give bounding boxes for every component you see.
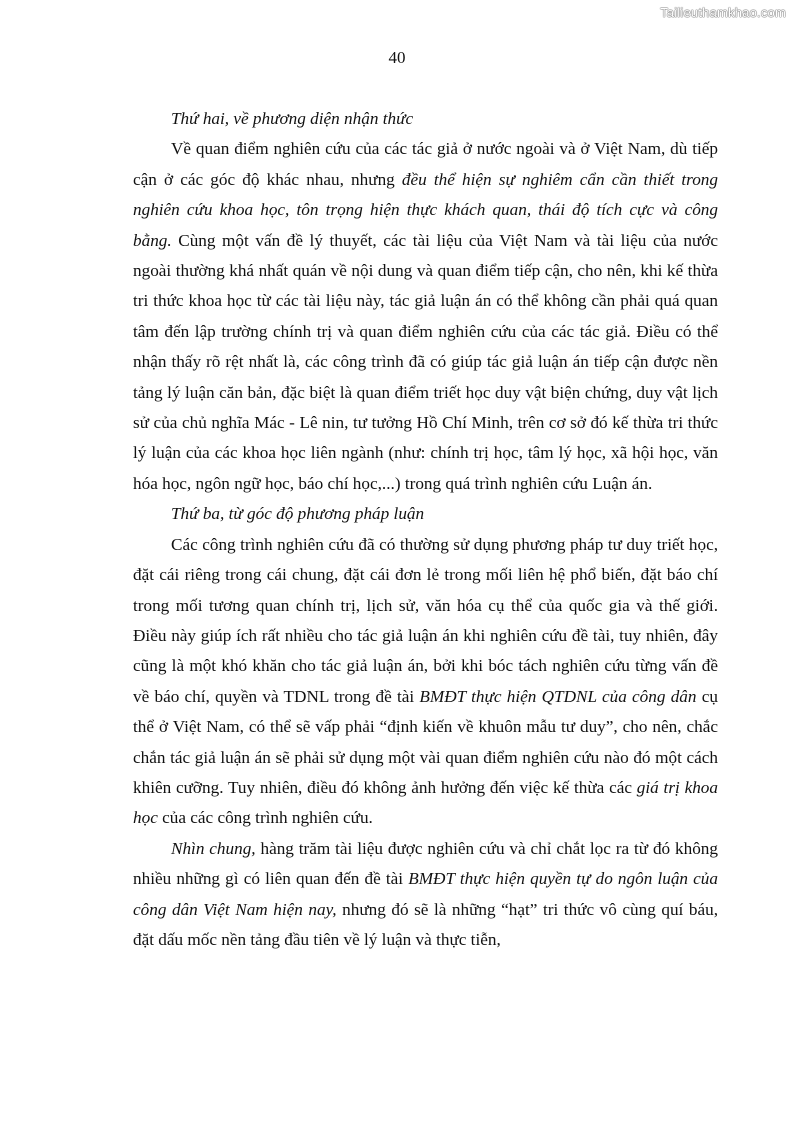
section-heading-awareness: Thứ hai, về phương diện nhận thức (171, 109, 414, 128)
paragraph-methodology (133, 530, 718, 834)
section-heading-methodology: Thứ ba, từ góc độ phương pháp luận (171, 504, 425, 524)
italic-topic-title: BMĐT thực hiện QTDNL của công dân (419, 686, 697, 706)
italic-emphasis: đều thể hiện sự nghiêm cẩn cần thiết trong nghiên cứu khoa học, tôn trọng hiện thực khách quan, thái độ tích cực và công bằng. (133, 169, 718, 250)
paragraph-summary (133, 834, 718, 956)
text-run: cụ thể ở Việt Nam, có thể sẽ vấp phải “định kiến về khuôn mẫu tư duy”, cho nên, chắc chắn tác giả luận án sẽ phải sử dụng một vài quan điểm nghiên cứu nào đó một cách khiên cưỡng. Tuy nhiên, điều đó không ảnh hưởng đến việc kế thừa các (133, 686, 718, 797)
page-body (133, 104, 718, 955)
text-run: Các công trình nghiên cứu đã có thường sử dụng phương pháp tư duy triết học, đặt cái riêng trong cái chung, đặt cái đơn lẻ trong mối liên hệ phổ biến, đặt báo chí trong mối tương quan chính trị, lịch sử, văn hóa cụ thể của quốc gia và thế giới. Điều này giúp ích rất nhiều cho tác giả luận án khi nghiên cứu đề tài, tuy nhiên, đây cũng là một khó khăn cho tác giả luận án, bởi khi bóc tách nghiên cứu từng vấn đề về báo chí, quyền và TDNL trong đề tài (133, 534, 718, 706)
text-run: của các công trình nghiên cứu. (157, 808, 373, 828)
italic-lead-in: Nhìn chung, (171, 838, 256, 858)
text-run: hàng trăm tài liệu được nghiên cứu và chỉ chắt lọc ra từ đó không nhiều những gì có liên quan đến đề tài (133, 838, 718, 889)
paragraph-awareness (133, 134, 718, 499)
text-run: Về quan điểm nghiên cứu của các tác giả ở nước ngoài và ở Việt Nam, dù tiếp cận ở các góc độ khác nhau, nhưng (133, 139, 718, 189)
italic-emphasis: giá trị khoa học (133, 777, 718, 828)
watermark: Tailieuthamkhao.com (660, 5, 786, 20)
page-number: 40 (388, 48, 406, 67)
text-run: Cùng một vấn đề lý thuyết, các tài liệu của Việt Nam và tài liệu của nước ngoài thường khá nhất quán về nội dung và quan điểm tiếp cận, cho nên, khi kế thừa tri thức khoa học từ các tài liệu này, tác giả luận án có thể không cần phải quá quan tâm đến lập trường chính trị và quan điểm nghiên cứu của các tác giả. Điều có thể nhận thấy rõ rệt nhất là, các công trình đã có giúp tác giả luận án tiếp cận được nền tảng lý luận căn bản, đặc biệt là quan điểm triết học duy vật biện chứng, duy vật lịch sử của chủ nghĩa Mác - Lê nin, tư tưởng Hồ Chí Minh, trên cơ sở đó kế thừa tri thức lý luận của các khoa học liên ngành (như: chính trị học, tâm lý học, xã hội học, văn hóa học, ngôn ngữ học, báo chí học,...) trong quá trình nghiên cứu Luận án. (133, 230, 718, 493)
italic-topic-title: BMĐT thực hiện quyền tự do ngôn luận của công dân Việt Nam hiện nay, (133, 869, 718, 919)
text-run: nhưng đó sẽ là những “hạt” tri thức vô cùng quí báu, đặt dấu mốc nền tảng đầu tiên về lý luận và thực tiễn, (133, 899, 718, 949)
